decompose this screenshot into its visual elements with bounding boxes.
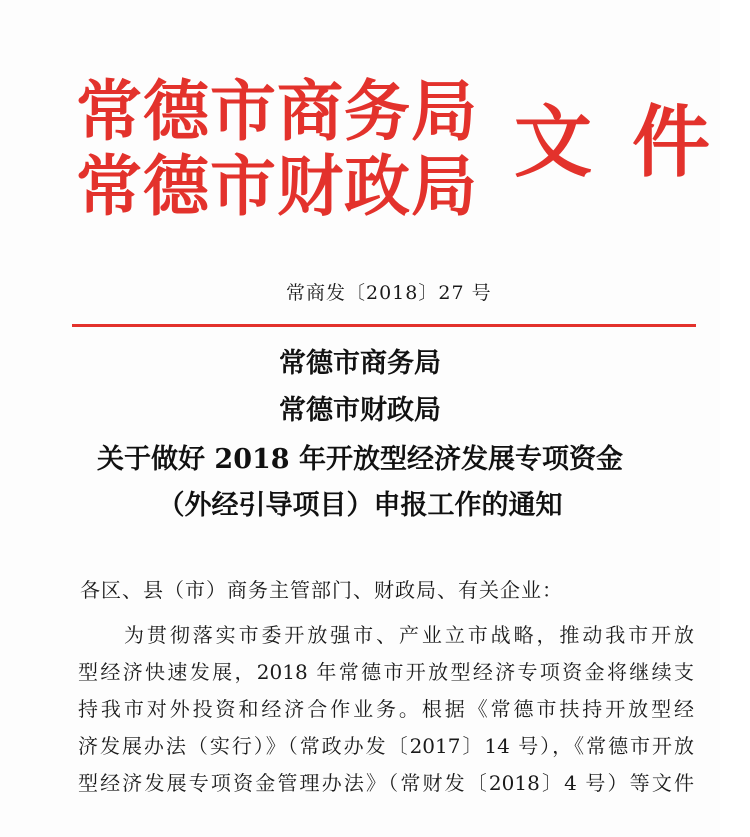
issuer-name-commerce: 常德市商务局 [76, 72, 478, 150]
title-line-2: 常德市财政局 [279, 395, 441, 426]
paragraph-line: 为贯彻落实市委开放强市、产业立市战略，推动我市开放 [124, 623, 694, 647]
body-paragraph [78, 617, 694, 802]
document-type-label: 文件 [514, 97, 750, 188]
title-line-1: 常德市商务局 [279, 348, 441, 379]
document-number: 常商发〔2018〕27 号 [286, 282, 492, 304]
salutation: 各区、县（市）商务主管部门、财政局、有关企业： [80, 578, 563, 602]
issuer-name-finance: 常德市财政局 [76, 147, 478, 225]
paragraph-line: 持我市对外投资和经济合作业务。根据《常德市扶持开放型经 [78, 697, 694, 721]
title-line-3: 关于做好 2018 年开放型经济发展专项资金 [97, 444, 623, 475]
title-line-4: （外经引导项目）申报工作的通知 [157, 490, 563, 521]
paragraph-line: 型经济快速发展，2018 年常德市开放型经济专项资金将继续支 [78, 660, 694, 684]
red-separator-line [72, 324, 696, 327]
paragraph-line: 型经济发展专项资金管理办法》（常财发〔2018〕4 号）等文件 [78, 771, 694, 795]
paragraph-line: 济发展办法（实行）》（常政办发〔2017〕14 号），《常德市开放 [78, 734, 694, 758]
